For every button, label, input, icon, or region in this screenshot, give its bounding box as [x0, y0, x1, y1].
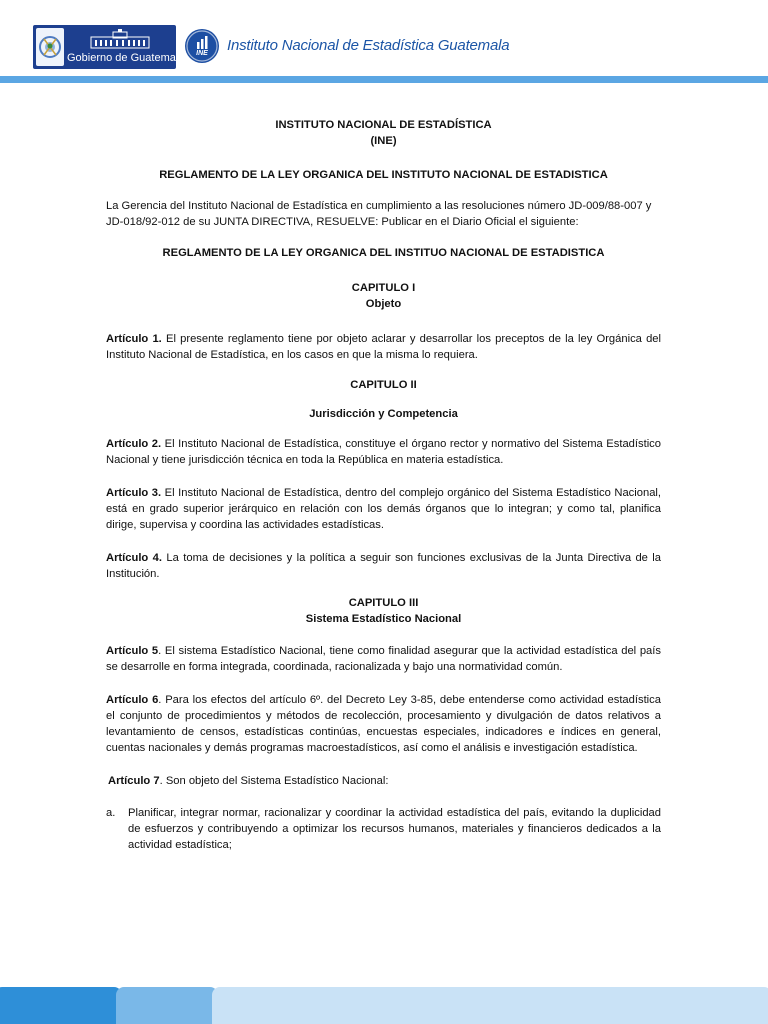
footer-bar-right: [212, 987, 768, 1024]
header-divider: [0, 76, 768, 83]
article-text: El Instituto Nacional de Estadística, constituye el órgano rector y normativo del Sistema Estadístico Nacional y tiene jurisdicción técnica en toda la República en materia estadística.: [106, 438, 661, 466]
page-footer: [0, 987, 768, 1024]
chapter-1-heading: [106, 280, 661, 312]
article-text: El Instituto Nacional de Estadística, dentro del complejo orgánico del Sistema Estadístico Nacional, está en grado superior jerárquico en relación con los demás órganos que lo integran; y como tal, planifica dirige, supervisa y coordina las actividades estadísticas.: [106, 487, 662, 531]
article-text: La toma de decisiones y la política a seguir son funciones exclusivas de la Junta Directiva de la Institución.: [106, 552, 662, 580]
page-header: [0, 0, 768, 90]
institute-title: Instituto Nacional de Estadística Guatemala: [227, 37, 510, 54]
article-label: Artículo 6: [106, 694, 159, 706]
heading-line-2: (INE): [370, 135, 397, 147]
government-of-guatemala-logo: [33, 25, 185, 69]
chapter-label: CAPITULO I: [351, 282, 416, 294]
article-4: [106, 550, 661, 582]
article-text: . Para los efectos del artículo 6º. del Decreto Ley 3-85, debe entenderse como actividad estadística el conjunto de procedimientos y métodos de recolección, procesamiento y divulgación de datos relativos a levantamiento de censos, estadísticas continúas, encuestas especiales, indicadores e índices en general, cuentas nacionales y demás programas macroestadísticos, así como el análisis e investigación estadística.: [106, 694, 661, 754]
article-7: [106, 773, 661, 789]
article-2: [106, 436, 661, 468]
list-item: [106, 805, 661, 853]
list-marker: a.: [106, 807, 116, 819]
intro-paragraph: La Gerencia del Instituto Nacional de Estadística en cumplimiento a las resoluciones número JD-009/88-007 y JD-018/92-012 de su JUNTA DIRECTIVA, RESUELVE: Publicar en el Diario Oficial el siguiente:: [106, 200, 652, 228]
heading-line-1: INSTITUTO NACIONAL DE ESTADÍSTICA: [275, 119, 492, 131]
article-text: . El sistema Estadístico Nacional, tiene como finalidad asegurar que la actividad estadística del país se desarrolle en forma integrada, coordinada, racionalizada y bajo una normatividad común.: [106, 645, 661, 673]
article-3: [106, 485, 661, 533]
article-label: Artículo 2.: [106, 438, 162, 450]
list-item-text: Planificar, integrar normar, racionalizar y coordinar la actividad estadística del país, evitando la duplicidad de esfuerzos y contribuyendo a optimizar los recursos humanos, materiales y financieros dedicados a la actividad estadística;: [128, 807, 661, 851]
ine-logo: [185, 29, 219, 63]
article-label: Artículo 1.: [106, 333, 162, 345]
chapter-label: CAPITULO III: [348, 597, 419, 609]
article-label: Artículo 3.: [106, 487, 162, 499]
chapter-name: Sistema Estadístico Nacional: [305, 613, 462, 625]
coat-of-arms-icon: [36, 28, 64, 66]
document-heading: [106, 117, 661, 149]
article-text: El presente reglamento tiene por objeto aclarar y desarrollar los preceptos de la ley Orgánica del Instituto Nacional de Estadística, en los casos en que la misma lo requiera.: [106, 333, 662, 361]
chapter-2-label: CAPITULO II: [350, 379, 417, 391]
article-label: Artículo 7: [108, 775, 160, 787]
chapter-2-name: Jurisdicción y Competencia: [309, 408, 458, 420]
footer-bar-middle: [116, 987, 218, 1024]
footer-bar-left: [0, 987, 122, 1024]
article-5: [106, 643, 661, 675]
article-text: . Son objeto del Sistema Estadístico Nacional:: [159, 775, 389, 787]
article-label: Artículo 4.: [106, 552, 162, 564]
article-1: [106, 331, 661, 363]
document-body: [106, 117, 661, 853]
government-logo-text: Gobierno de Guatemala: [67, 52, 185, 64]
article-label: Artículo 5: [106, 645, 159, 657]
chapter-3-heading: [106, 595, 661, 627]
palace-building-icon: [89, 29, 151, 49]
document-subtitle: REGLAMENTO DE LA LEY ORGANICA DEL INSTITUTO NACIONAL DE ESTADISTICA: [159, 169, 608, 181]
chapter-name: Objeto: [365, 298, 402, 310]
regulation-title: REGLAMENTO DE LA LEY ORGANICA DEL INSTITUO NACIONAL DE ESTADISTICA: [162, 247, 605, 259]
article-6: [106, 692, 661, 756]
ine-logo-text: INE: [196, 50, 208, 57]
